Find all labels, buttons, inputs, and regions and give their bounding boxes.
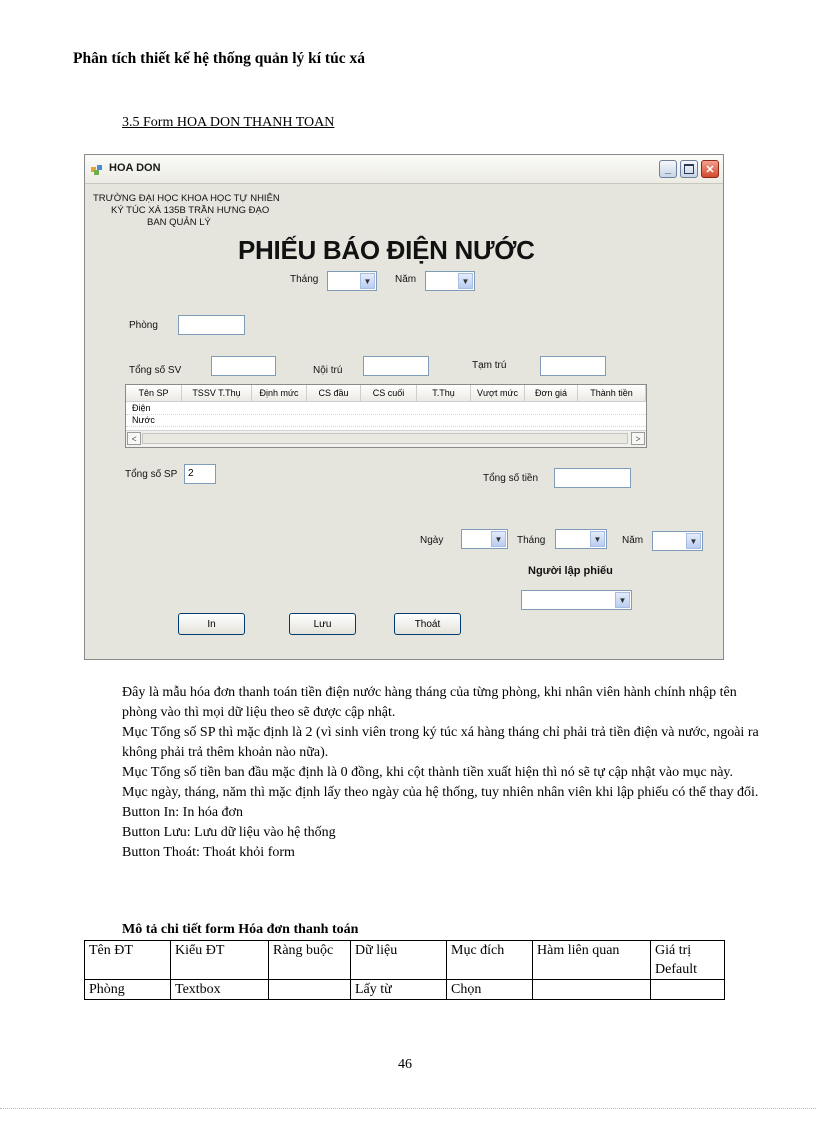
window-titlebar [85,155,723,184]
total-amount-label: Tổng số tiền [483,473,539,484]
table-cell [269,980,351,1000]
room-input[interactable] [178,315,245,335]
resident-input[interactable] [363,356,429,376]
total-students-input[interactable] [211,356,276,376]
total-items-input[interactable]: 2 [184,464,216,484]
maximize-icon [684,164,694,174]
chevron-down-icon: ▼ [491,531,506,547]
month-label: Tháng [290,274,319,285]
year2-label: Năm [622,535,644,546]
day-label: Ngày [420,535,444,546]
year-label: Năm [395,274,417,285]
page-number: 46 [398,1057,412,1072]
document-header: Phân tích thiết kế hệ thống quản lý kí túc xá [73,50,365,67]
scroll-left-icon[interactable]: < [127,432,141,445]
column-header[interactable]: Đơn giá [525,385,578,402]
table-row[interactable] [126,415,646,427]
column-header[interactable]: Thành tiền [578,385,646,402]
column-header[interactable]: T.Thụ [417,385,471,402]
save-button[interactable]: Lưu [289,613,356,635]
print-button[interactable]: In [178,613,245,635]
horizontal-scrollbar[interactable] [126,430,646,447]
org-line-2: KÝ TÚC XÁ 135B TRẦN HƯNG ĐẠO [111,205,270,216]
scroll-thumb[interactable] [142,433,628,444]
column-header[interactable]: TSSV T.Thụ [182,385,252,402]
paragraph: Button Lưu: Lưu dữ liệu vào hệ thống [122,825,336,840]
temporary-input[interactable] [540,356,606,376]
total-students-label: Tổng số SV [129,365,182,376]
row-name: Điện [132,403,151,413]
app-icon [91,163,103,175]
maximize-button[interactable] [680,160,698,178]
section-title: 3.5 Form HOA DON THANH TOAN [122,115,335,130]
table-header-cell: Giá trị Default [651,941,725,980]
org-line-3: BAN QUẢN LÝ [147,217,211,228]
description-text [122,683,762,863]
invoice-window [84,154,724,660]
year-select[interactable] [425,271,475,291]
table-row [85,980,725,1000]
table-cell: Chọn [447,980,533,1000]
items-grid[interactable] [125,384,647,448]
table-header-cell: Kiểu ĐT [171,941,269,980]
column-header[interactable]: CS cuối [361,385,417,402]
creator-label: Người lập phiếu [528,565,613,577]
month2-select[interactable] [555,529,607,549]
room-label: Phòng [129,320,158,331]
scroll-right-icon[interactable]: > [631,432,645,445]
minimize-icon: _ [664,163,672,175]
detail-table [84,940,725,1000]
paragraph: Button Thoát: Thoát khỏi form [122,845,295,860]
total-items-label: Tổng số SP [125,469,178,480]
table-cell: Textbox [171,980,269,1000]
paragraph: Mục Tổng số tiền ban đầu mặc định là 0 đồng, khi cột thành tiền xuất hiện thì nó sẽ tự cập nhật vào mục này. [122,765,734,780]
table-cell [651,980,725,1000]
creator-select[interactable] [521,590,632,610]
table-cell: Phòng [85,980,171,1000]
chevron-down-icon: ▼ [615,592,630,608]
total-amount-input[interactable] [554,468,631,488]
close-icon: ✕ [705,163,715,176]
table-cell [533,980,651,1000]
temporary-label: Tạm trú [472,360,507,371]
table-header-cell: Ràng buộc [269,941,351,980]
resident-label: Nội trú [313,365,343,376]
footer-divider [0,1108,816,1109]
table-header-cell: Mục đích [447,941,533,980]
year2-select[interactable] [652,531,703,551]
form-title: PHIẾU BÁO ĐIỆN NƯỚC [238,235,535,265]
column-header[interactable]: Vượt mức [471,385,525,402]
table-header-cell: Dữ liệu [351,941,447,980]
day-select[interactable] [461,529,508,549]
column-header[interactable]: Tên SP [126,385,182,402]
org-line-1: TRƯỜNG ĐẠI HỌC KHOA HỌC TỰ NHIÊN [93,193,280,204]
paragraph: Mục ngày, tháng, năm thì mặc định lấy theo ngày của hệ thống, tuy nhiên nhân viên khi lập phiếu có thể thay đổi. [122,785,759,800]
minimize-button[interactable] [659,160,677,178]
chevron-down-icon: ▼ [360,273,375,289]
chevron-down-icon: ▼ [686,533,701,549]
month2-label: Tháng [517,535,546,546]
table-cell: Lấy từ [351,980,447,1000]
column-header[interactable]: Định mức [252,385,307,402]
paragraph: Mục Tổng số SP thì mặc định là 2 (vì sinh viên trong ký túc xá hàng tháng chỉ phải trả tiền điện và nước, ngoài ra không phải trả thêm khoản nào nữa). [122,725,759,760]
exit-button[interactable]: Thoát [394,613,461,635]
table-header-cell: Hàm liên quan [533,941,651,980]
table-title: Mô tả chi tiết form Hóa đơn thanh toán [122,922,359,937]
window-title: HOA DON [109,162,161,174]
table-header-row [85,941,725,980]
column-header[interactable]: CS đầu [307,385,361,402]
paragraph: Button In: In hóa đơn [122,805,243,820]
table-row[interactable] [126,403,646,415]
close-button[interactable] [701,160,719,178]
month-select[interactable] [327,271,377,291]
row-name: Nước [132,415,155,425]
chevron-down-icon: ▼ [458,273,473,289]
table-header-cell: Tên ĐT [85,941,171,980]
paragraph: Đây là mẫu hóa đơn thanh toán tiền điện nước hàng tháng của từng phòng, khi nhân viên hành chính nhập tên phòng vào thì mọi dữ liệu theo sẽ được cập nhật. [122,685,737,720]
chevron-down-icon: ▼ [590,531,605,547]
